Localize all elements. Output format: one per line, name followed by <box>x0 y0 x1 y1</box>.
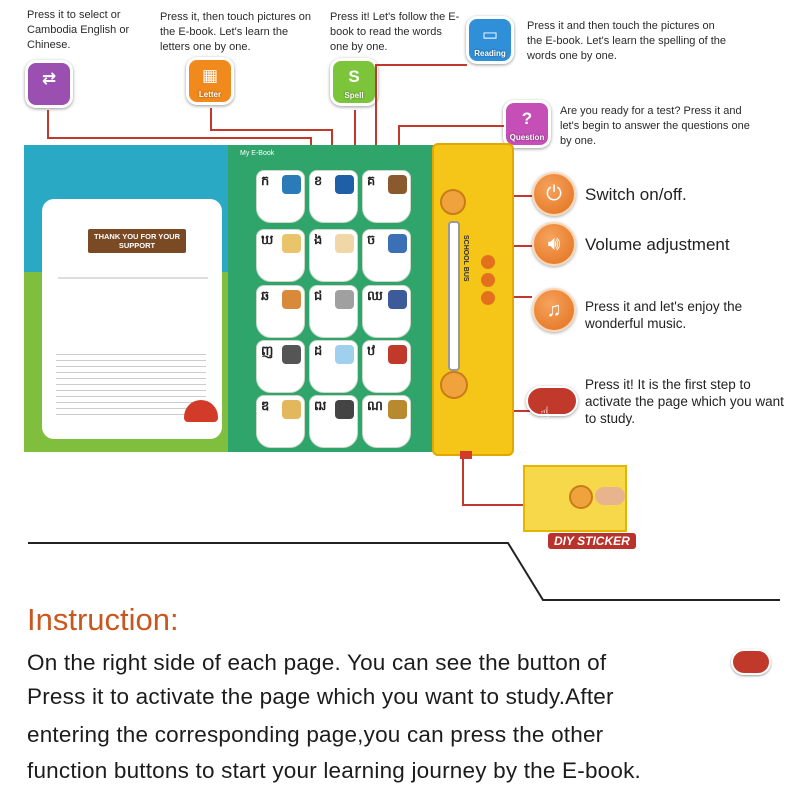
bottle-icon <box>335 345 354 364</box>
tile-letter: ឍ <box>314 398 327 413</box>
music-caption: Press it and let's enjoy the wonderful music. <box>585 299 743 331</box>
question-bubble-icon: ? <box>521 109 533 128</box>
spine-label: SCHOOL BUS <box>462 235 469 282</box>
question-button[interactable] <box>503 100 551 148</box>
wire <box>375 64 377 150</box>
finger-icon <box>595 487 625 505</box>
language-button[interactable] <box>25 60 73 108</box>
wire <box>210 129 332 131</box>
wire <box>47 110 49 138</box>
person-icon <box>388 290 407 309</box>
tile-letter: ឈ <box>367 288 383 303</box>
letter-tile[interactable] <box>309 395 358 448</box>
language-caption: Press it to select or Cambodia English or Chinese. <box>27 9 130 51</box>
letter-tile[interactable] <box>309 170 358 223</box>
spell-button[interactable] <box>330 58 378 106</box>
pen-holder <box>448 221 460 371</box>
activate-button[interactable] <box>526 386 578 422</box>
tile-letter: ខ <box>314 173 323 188</box>
letter-tile[interactable] <box>256 395 305 448</box>
letter-button[interactable] <box>186 57 234 105</box>
speaker-icon: 🔊︎ <box>547 232 561 255</box>
wire <box>47 137 311 139</box>
tile-letter: ឃ <box>261 232 274 247</box>
instruction-line: Press it to activate the page which you want to study.After <box>27 684 614 709</box>
letter-tile[interactable] <box>309 340 358 393</box>
letter-tile[interactable] <box>309 229 358 282</box>
sticker-button[interactable] <box>460 451 472 459</box>
letter-caption: Press it, then touch pictures on the E-book. Let's learn the letters one by one. <box>160 11 312 53</box>
spell-s-icon: S <box>348 67 360 86</box>
wire <box>210 108 212 130</box>
volume-caption: Volume adjustment <box>585 235 730 254</box>
instruction-line: entering the corresponding page,you can press the other <box>27 722 604 747</box>
speaker-grille <box>569 485 593 509</box>
letter-blocks-icon: ▦ <box>201 66 219 85</box>
book-icon: ▭ <box>481 25 499 44</box>
volume-switch[interactable] <box>481 273 495 287</box>
letter-tile[interactable] <box>309 285 358 338</box>
letter-tile[interactable] <box>362 285 411 338</box>
diy-sticker-label: DIY STICKER <box>548 533 636 549</box>
power-button[interactable] <box>532 172 576 216</box>
letter-tile[interactable] <box>362 395 411 448</box>
divider <box>58 277 208 279</box>
letter-tile[interactable] <box>362 229 411 282</box>
wire <box>375 64 467 66</box>
letter-tile[interactable] <box>256 170 305 223</box>
vulture-icon <box>335 400 354 419</box>
pants-icon <box>335 175 354 194</box>
peacock-icon <box>282 175 301 194</box>
building-icon <box>388 345 407 364</box>
tile-letter: ណ <box>367 398 383 413</box>
power-caption: Switch on/off. <box>585 185 687 204</box>
music-button[interactable] <box>532 288 576 332</box>
ebook-label: My E-Book <box>240 150 275 157</box>
hand-pointer-icon: ☝ <box>540 405 550 422</box>
power-switch[interactable] <box>481 255 495 269</box>
tile-letter: ច <box>367 232 376 247</box>
music-note-icon: ♫ <box>546 298 562 321</box>
instruction-heading: Instruction: <box>27 602 179 637</box>
tile-letter: ជ <box>314 288 323 303</box>
hoop-icon <box>282 400 301 419</box>
wire <box>398 125 504 127</box>
tile-letter: ដ <box>314 343 323 358</box>
instruction-line: On the right side of each page. You can see the button of <box>27 650 607 675</box>
drum-icon <box>388 175 407 194</box>
swap-arrows-icon: ⇄ <box>41 69 57 88</box>
volume-button[interactable] <box>532 222 576 266</box>
bell-icon <box>388 400 407 419</box>
wire <box>462 504 524 506</box>
tile-letter: ឋ <box>367 343 376 358</box>
speaker-grille <box>440 189 466 215</box>
music-switch[interactable] <box>481 291 495 305</box>
tile-letter: ឌ <box>261 398 270 413</box>
letter-tile[interactable] <box>362 170 411 223</box>
tile-letter: ង <box>314 232 323 247</box>
bee-icon <box>282 234 301 253</box>
question-button-label: Question <box>509 133 545 142</box>
divider-line <box>0 530 800 610</box>
activate-caption: Press it! It is the first step to activate the page which you want to study. <box>585 377 784 426</box>
reading-button-label: Reading <box>474 49 506 58</box>
letter-tile[interactable] <box>256 285 305 338</box>
card-text-lines <box>56 349 206 419</box>
person-icon <box>335 290 354 309</box>
letter-tile[interactable] <box>256 340 305 393</box>
cat-icon <box>282 290 301 309</box>
shell-icon <box>335 234 354 253</box>
spell-caption: Press it! Let's follow the E-book to read the words one by one. <box>330 11 460 53</box>
reading-caption: Press it and then touch the pictures on the E-book. Let's learn the spelling of the words one by one. <box>527 20 727 62</box>
sticker-illustration <box>523 465 627 532</box>
bird-icon <box>388 234 407 253</box>
letter-tile[interactable] <box>256 229 305 282</box>
letter-tile[interactable] <box>362 340 411 393</box>
tile-letter: ក <box>261 173 270 188</box>
card-title: THANK YOU FOR YOUR SUPPORT <box>88 229 186 253</box>
tile-letter: ឆ <box>261 288 270 303</box>
wire <box>354 110 356 150</box>
ebook-spine <box>432 143 514 456</box>
question-caption: Are you ready for a test? Press it and let's begin to answer the questions one by one. <box>560 105 750 147</box>
activate-inline-icon <box>731 649 771 675</box>
spell-button-label: Spell <box>344 91 364 100</box>
letter-button-label: Letter <box>198 90 222 99</box>
reading-button[interactable] <box>466 16 514 64</box>
tile-letter: គ <box>367 173 376 188</box>
power-icon: ⏻ <box>546 182 562 205</box>
tile-letter: ញ <box>261 343 274 358</box>
speaker-grille <box>440 371 468 399</box>
instruction-line: function buttons to start your learning journey by the E-book. <box>27 758 642 783</box>
hammer-icon <box>282 345 301 364</box>
